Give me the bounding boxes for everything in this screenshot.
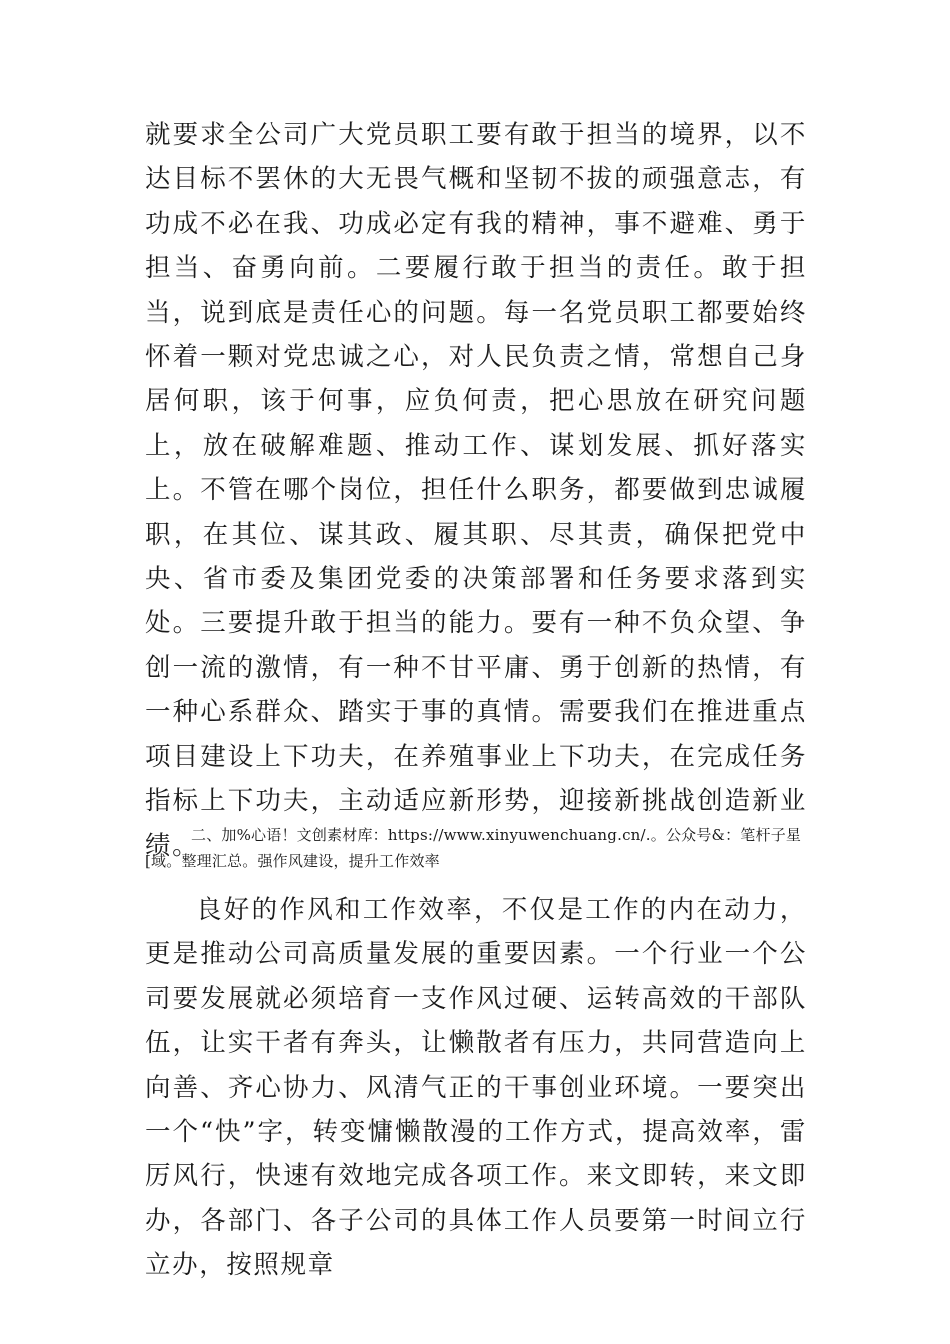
section-heading: 二、加%心语！文创素材库：https://www.xinyuwenchuang.cn/.。公众号&：笔杆子星[域。整理汇总。强作风建设，提升工作效率: [145, 826, 802, 870]
body-paragraph-2: 良好的作风和工作效率，不仅是工作的内在动力，更是推动公司高质量发展的重要因素。一个行业一个公司要发展就必须培育一支作风过硬、运转高效的干部队伍，让实干者有奔头，让懒散者有压力，共同营造向上向善、齐心协力、风清气正的干事创业环境。一要突出一个“快”字，转变慵懒散漫的工作方式，提高效率，雷厉风行，快速有效地完成各项工作。来文即转，来文即办，各部门、各子公司的具体工作人员要第一时间立行立办，按照规章: [145, 895, 807, 1281]
body-paragraph-1: 就要求全公司广大党员职工要有敢于担当的境界，以不达目标不罢休的大无畏气概和坚韧不拔的顽强意志，有功成不必在我、功成必定有我的精神，事不避难、勇于担当、奋勇向前。二要履行敢于担当的责任。敢于担当，说到底是责任心的问题。每一名党员职工都要始终怀着一颗对党忠诚之心，对人民负责之情，常想自己身居何职，该于何事，应负何责，把心思放在研究问题上，放在破解难题、推动工作、谋划发展、抓好落实上。不管在哪个岗位，担任什么职务，都要做到忠诚履职，在其位、谋其政、履其职、尽其责，确保把党中央、省市委及集团党委的决策部署和任务要求落到实处。三要提升敢于担当的能力。要有一种不负众望、争创一流的激情，有一种不甘平庸、勇于创新的热情，有一种心系群众、踏实于事的真情。需要我们在推进重点项目建设上下功夫，在养殖事业上下功夫，在完成任务指标上下功夫，主动适应新形势，迎接新挑战创造新业绩。: [145, 120, 807, 861]
section-heading-container: [145, 822, 807, 874]
body-paragraph-2-container: [145, 888, 807, 1288]
body-paragraph-1-container: [145, 113, 807, 868]
